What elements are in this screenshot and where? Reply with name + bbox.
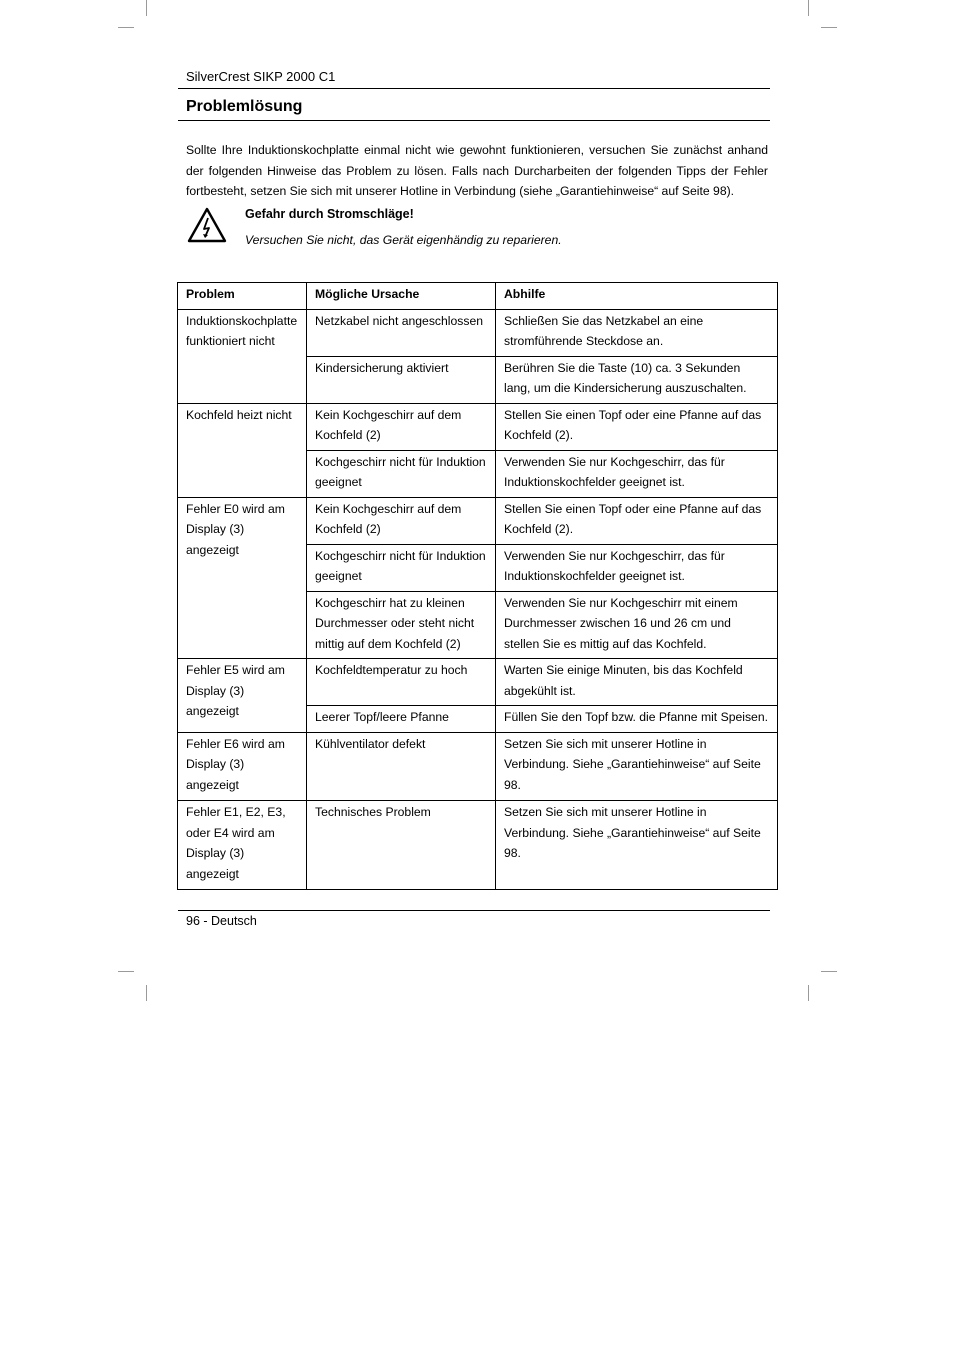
table-row [178,497,778,544]
problem-cell: Fehler E5 wird am Display (3) angezeigt [178,659,307,733]
page-number: 96 - Deutsch [186,914,257,928]
crop-mark [821,27,837,28]
warning-title: Gefahr durch Stromschläge! [245,207,414,221]
crop-mark [118,971,134,972]
cause-cell: Kindersicherung aktiviert [307,356,496,403]
remedy-cell: Schließen Sie das Netzkabel an eine stromführende Steckdose an. [496,309,778,356]
column-header: Mögliche Ursache [307,283,496,310]
high-voltage-warning-icon [187,207,227,243]
table-row [178,403,778,450]
crop-mark [808,0,809,16]
troubleshooting-table [177,282,778,890]
crop-mark [118,27,134,28]
problem-cell: Fehler E0 wird am Display (3) angezeigt [178,497,307,659]
remedy-cell: Setzen Sie sich mit unserer Hotline in Verbindung. Siehe „Garantiehinweise“ auf Seite 98. [496,801,778,890]
remedy-cell: Verwenden Sie nur Kochgeschirr, das für Induktionskochfelder geeignet ist. [496,544,778,591]
remedy-cell: Stellen Sie einen Topf oder eine Pfanne auf das Kochfeld (2). [496,403,778,450]
remedy-cell: Verwenden Sie nur Kochgeschirr mit einem Durchmesser zwischen 16 und 26 cm und stellen Sie es mittig auf das Kochfeld. [496,591,778,659]
cause-cell: Kein Kochgeschirr auf dem Kochfeld (2) [307,497,496,544]
remedy-cell: Füllen Sie den Topf bzw. die Pfanne mit Speisen. [496,706,778,733]
page-title: Problemlösung [186,98,303,115]
remedy-cell: Berühren Sie die Taste (10) ca. 3 Sekunden lang, um die Kindersicherung auszuschalten. [496,356,778,403]
table-row [178,659,778,706]
cause-cell: Kochgeschirr nicht für Induktion geeignet [307,450,496,497]
problem-cell: Fehler E6 wird am Display (3) angezeigt [178,732,307,801]
running-header: SilverCrest SIKP 2000 C1 [186,69,336,84]
cause-cell: Technisches Problem [307,801,496,890]
cause-cell: Kein Kochgeschirr auf dem Kochfeld (2) [307,403,496,450]
crop-mark [808,985,809,1001]
warning-text: Versuchen Sie nicht, das Gerät eigenhändig zu reparieren. [245,233,562,247]
crop-mark [821,971,837,972]
table-header-row [178,283,778,310]
cause-cell: Kochfeldtemperatur zu hoch [307,659,496,706]
problem-cell: Induktionskochplatte funktioniert nicht [178,309,307,403]
table-row [178,732,778,801]
crop-mark [146,0,147,16]
cause-cell: Kochgeschirr hat zu kleinen Durchmesser oder steht nicht mittig auf dem Kochfeld (2) [307,591,496,659]
problem-cell: Fehler E1, E2, E3, oder E4 wird am Display (3) angezeigt [178,801,307,890]
cause-cell: Kochgeschirr nicht für Induktion geeignet [307,544,496,591]
remedy-cell: Setzen Sie sich mit unserer Hotline in Verbindung. Siehe „Garantiehinweise“ auf Seite 98. [496,732,778,801]
crop-mark [146,985,147,1001]
header-rule [178,88,770,89]
remedy-cell: Warten Sie einige Minuten, bis das Kochfeld abgekühlt ist. [496,659,778,706]
cause-cell: Leerer Topf/leere Pfanne [307,706,496,733]
table-row [178,801,778,890]
table-row [178,309,778,356]
column-header: Problem [178,283,307,310]
cause-cell: Kühlventilator defekt [307,732,496,801]
cause-cell: Netzkabel nicht angeschlossen [307,309,496,356]
remedy-cell: Verwenden Sie nur Kochgeschirr, das für Induktionskochfelder geeignet ist. [496,450,778,497]
problem-cell: Kochfeld heizt nicht [178,403,307,497]
title-rule [178,120,770,121]
remedy-cell: Stellen Sie einen Topf oder eine Pfanne auf das Kochfeld (2). [496,497,778,544]
column-header: Abhilfe [496,283,778,310]
intro-paragraph: Sollte Ihre Induktionskochplatte einmal nicht wie gewohnt funktionieren, versuchen Sie zunächst anhand der folgenden Hinweise das Problem zu lösen. Falls nach Durcharbeiten der folgenden Tipps der Fehler fortbesteht, setzen Sie sich mit unserer Hotline in Verbindung (siehe „Garantiehinweise“ auf Seite 98). [186,143,768,198]
footer-rule [178,910,770,911]
